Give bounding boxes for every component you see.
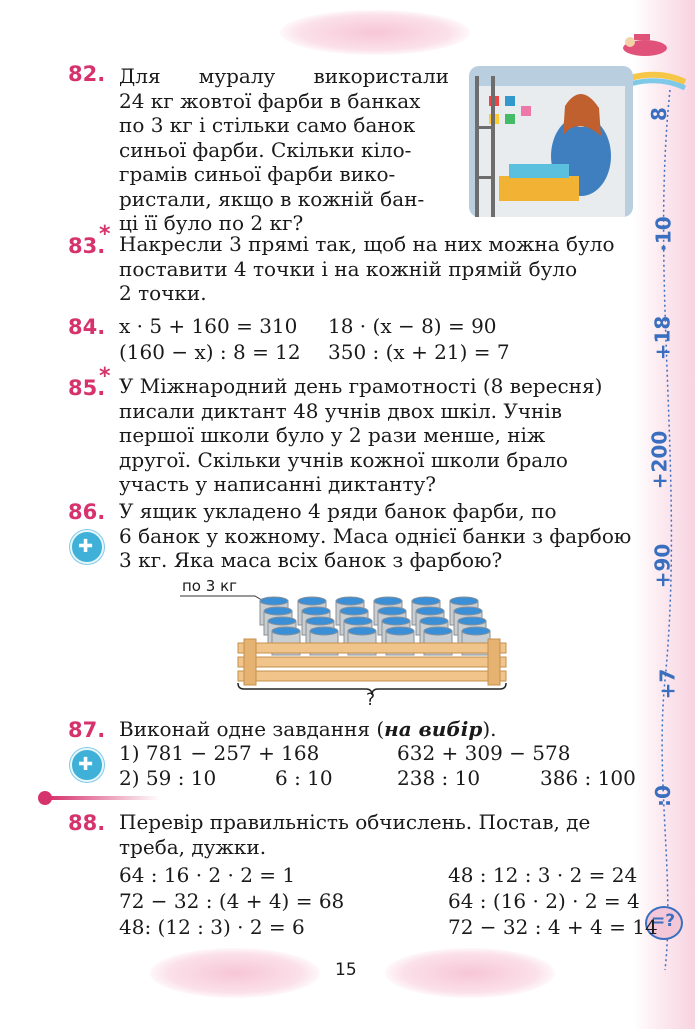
paint-can-lid <box>458 617 486 625</box>
text-line: другої. Скільки учнів кожної школи брало <box>119 447 568 472</box>
text-line: писали диктант 48 учнів двох шкіл. Учнів <box>119 398 563 423</box>
expression: 386 : 100 <box>540 766 636 790</box>
task-number: 87. <box>68 718 106 742</box>
text-line: ці її було по 2 кг? <box>119 211 304 235</box>
intro-text: Виконай одне завдання ( <box>119 717 385 741</box>
paint-can-lid <box>340 607 368 615</box>
expression: 64 : 16 · 2 · 2 = 1 <box>119 863 296 887</box>
task-85-text <box>119 374 634 497</box>
expression: 238 : 10 <box>397 766 481 790</box>
task-88-text <box>119 810 634 859</box>
sidebar-label: :0 <box>650 785 675 807</box>
text-line: Для муралу використали <box>119 64 449 88</box>
task-number: 84. <box>68 315 106 339</box>
intro-end: ). <box>482 717 497 741</box>
bottom-cloud-left <box>150 948 320 998</box>
text-line: ристали, якщо в кожній бан- <box>119 186 425 211</box>
can-label: по 3 кг <box>182 577 238 595</box>
text-line: У Міжнародний день грамотності (8 вересня) <box>119 374 603 398</box>
expression: 48 : 12 : 3 · 2 = 24 <box>448 863 638 887</box>
paint-can-lid <box>374 597 402 605</box>
text-line: треба, дужки. <box>119 834 267 859</box>
paint-can-lid <box>378 607 406 615</box>
paint-can-lid <box>298 597 326 605</box>
paint-can-lid <box>412 597 440 605</box>
text-line: поставити 4 точки і на кожній прямій було <box>119 256 578 281</box>
paint-can-lid <box>344 617 372 625</box>
sidebar-label: +18 <box>650 315 675 361</box>
paint-can-lid <box>382 617 410 625</box>
text-line: Накресли 3 прямі так, щоб на них можна було <box>119 232 615 256</box>
text-line: 24 кг жовтої фарби в банках <box>119 88 421 113</box>
task-82-text <box>119 64 449 236</box>
paint-can-lid <box>260 597 288 605</box>
bottom-cloud-right <box>385 948 555 998</box>
paint-can-lid <box>310 627 338 635</box>
sidebar-label: ·10 <box>651 216 676 252</box>
paint-can-lid <box>424 627 452 635</box>
paint-can-lid <box>450 597 478 605</box>
text-line: першої школи було у 2 рази менше, ніж <box>119 423 546 447</box>
text-line: по 3 кг і стільки само банок <box>119 113 416 137</box>
divider-line <box>50 796 160 800</box>
crate-illustration <box>180 593 520 713</box>
text-line: Перевір правильність обчислень. Постав, де <box>119 810 591 834</box>
asterisk-icon: * <box>99 364 111 389</box>
page-number: 15 <box>335 960 357 980</box>
paint-can-lid <box>454 607 482 615</box>
paint-can-lid <box>462 627 490 635</box>
paint-can-lid <box>420 617 448 625</box>
expression: 72 − 32 : 4 + 4 = 14 <box>448 915 658 939</box>
text-line: синьої фарби. Скільки кіло- <box>119 137 412 162</box>
text-line: участь у написанні диктанту? <box>119 472 437 496</box>
puzzle-icon: ✚ <box>70 748 104 782</box>
paint-can-lid <box>386 627 414 635</box>
paint-can-lid <box>268 617 296 625</box>
task-number: 83. <box>68 234 106 258</box>
expression: 72 − 32 : (4 + 4) = 68 <box>119 889 345 913</box>
task-87-intro <box>119 717 497 741</box>
expression: 632 + 309 − 578 <box>397 741 571 765</box>
crate-question-mark: ? <box>366 690 376 710</box>
paint-can-lid <box>302 607 330 615</box>
text-line: грамів синьої фарби вико- <box>119 162 396 186</box>
intro-italic: на вибір <box>384 717 483 741</box>
sidebar-question-badge: =? <box>645 906 683 940</box>
expression: 6 : 10 <box>275 766 333 790</box>
sidebar-label: +7 <box>655 668 680 700</box>
expression: 48: (12 : 3) · 2 = 6 <box>119 915 305 939</box>
text-line: 6 банок у кожному. Маса однієї банки з фарбою <box>119 523 632 548</box>
sidebar-label: +200 <box>647 430 672 490</box>
paint-can-lid <box>272 627 300 635</box>
equation: 18 · (x − 8) = 90 <box>328 314 497 338</box>
text-line <box>119 64 449 89</box>
paint-can-lid <box>264 607 292 615</box>
text-line: 3 кг. Яка маса всіх банок з фарбою? <box>119 548 503 572</box>
equation: (160 − x) : 8 = 12 <box>119 340 301 364</box>
task-number: 86. <box>68 500 106 524</box>
mural-photo <box>469 66 633 217</box>
paint-can-lid <box>348 627 376 635</box>
sidebar-label: +90 <box>650 543 675 589</box>
sidebar-label: 8 <box>646 107 671 121</box>
task-number: 88. <box>68 811 106 835</box>
asterisk-icon: * <box>99 222 111 247</box>
equation: x · 5 + 160 = 310 <box>119 314 298 338</box>
text-line: 2 точки. <box>119 281 207 305</box>
expression: 2) 59 : 10 <box>119 766 217 790</box>
task-number: 85. <box>68 376 106 400</box>
task-83-text <box>119 232 634 306</box>
paint-can-lid <box>306 617 334 625</box>
expression: 1) 781 − 257 + 168 <box>119 741 320 765</box>
task-number: 82. <box>68 62 106 86</box>
sidebar-curve <box>640 80 695 980</box>
paint-can-lid <box>336 597 364 605</box>
text-line: У ящик укладено 4 ряди банок фарби, по <box>119 499 557 523</box>
paint-can-lid <box>416 607 444 615</box>
expression: 64 : (16 · 2) · 2 = 4 <box>448 889 640 913</box>
top-cloud <box>280 10 470 55</box>
puzzle-icon: ✚ <box>70 530 104 564</box>
task-86-text <box>119 499 634 573</box>
equation: 350 : (x + 21) = 7 <box>328 340 510 364</box>
